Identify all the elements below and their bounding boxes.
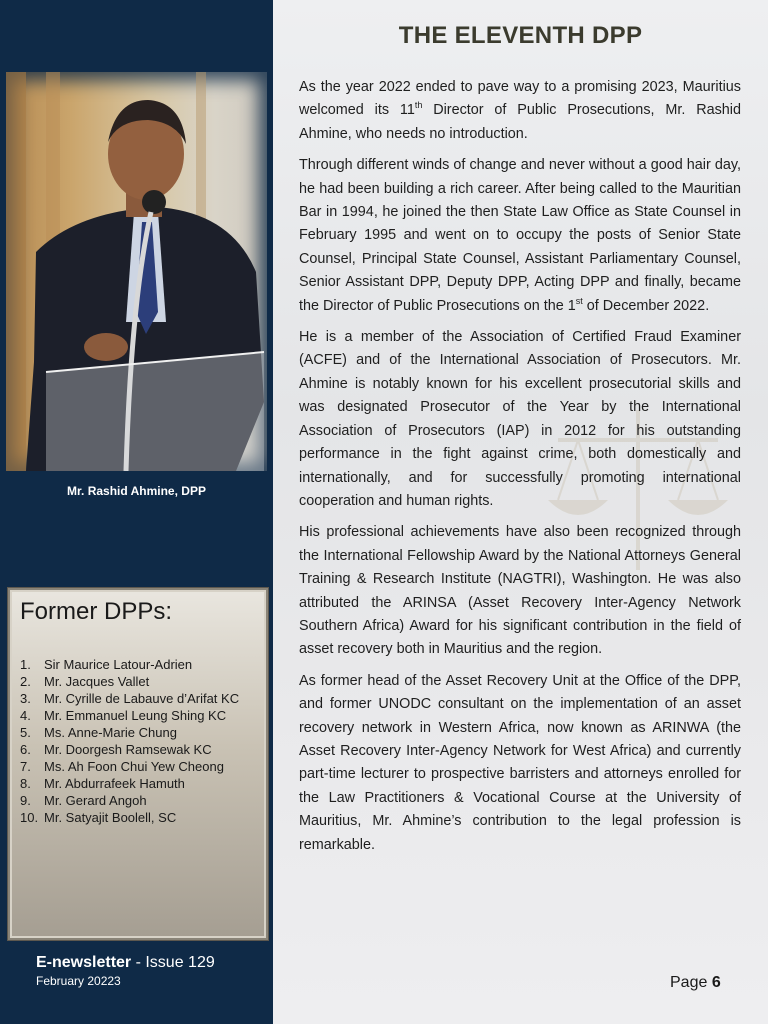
former-dpp-number: 6.: [20, 742, 31, 757]
former-dpp-name: Mr. Jacques Vallet: [44, 674, 150, 689]
former-dpp-item: [10, 792, 266, 809]
former-dpp-item: [10, 758, 266, 775]
former-dpp-item: [10, 775, 266, 792]
former-dpp-name: Mr. Emmanuel Leung Shing KC: [44, 708, 227, 723]
former-dpp-number: 10.: [20, 810, 39, 825]
former-dpp-name: Mr. Doorgesh Ramsewak KC: [44, 742, 212, 757]
issue-number: - Issue 129: [131, 954, 215, 971]
portrait-illustration: [6, 72, 267, 471]
article-body: [299, 76, 741, 865]
former-dpps-box: [8, 588, 268, 940]
issue-date: February 20223: [36, 974, 121, 988]
article-paragraph-1: As the year 2022 ended to pave way to a promising 2023, Mauritius welcomed its 11th Director of Public Prosecutions, Mr. Rashid Ahmine, who needs no introduction.: [299, 79, 741, 142]
article-paragraph-3: He is a member of the Association of Certified Fraud Examiner (ACFE) and of the International Association of Prosecutors. Mr. Ahmine is notably known for his excellent prosecutorial skills and was designated Prosecutor of the Year by the International Association of Prosecutors (IAP) in 2012 for his outstanding performance in the fight against crime, both domestically and internationally, and for successfully promoting international cooperation and human rights.: [299, 329, 741, 509]
former-dpps-list: [10, 656, 266, 826]
article-paragraph-4: His professional achievements have also been recognized through the International Fellowship Award by the National Attorneys General Training & Research Institute (NAGTRI), Washington. He was also attributed the ARINSA (Asset Recovery Inter-Agency Network Southern Africa) Award for his significant contribution in the field of asset recovery both in Mauritius and the region.: [299, 524, 741, 658]
newsletter-name: E-newsletter: [36, 954, 132, 971]
former-dpp-item: [10, 724, 266, 741]
former-dpp-number: 1.: [20, 657, 31, 672]
former-dpp-number: 5.: [20, 725, 31, 740]
page-number: Page 6: [670, 974, 721, 991]
article-paragraph-5: As former head of the Asset Recovery Unit at the Office of the DPP, and former UNODC consultant on the implementation of an asset recovery network in Western Africa, now known as ARINWA (the Asset Recovery Inter-Agency Network for West Africa) and currently part-time lecturer to prospective barristers and attorneys enrolled for the Law Practitioners & Vocational Course at the University of Mauritius, Mr. Ahmine’s contribution to the legal profession is remarkable.: [299, 672, 741, 853]
photo-caption: Mr. Rashid Ahmine, DPP: [67, 484, 206, 498]
former-dpp-item: [10, 707, 266, 724]
former-dpp-name: Ms. Ah Foon Chui Yew Cheong: [44, 759, 224, 774]
former-dpp-name: Ms. Anne-Marie Chung: [44, 725, 177, 740]
former-dpps-heading: Former DPPs:: [20, 598, 173, 625]
article-paragraph-2: Through different winds of change and never without a good hair day, he had been building a rich career. After being called to the Mauritian Bar in 1994, he joined the then State Law Office as State Counsel in February 1995 and went on to occupy the posts of Senior State Counsel, Principal State Counsel, Assistant Parliamentary Counsel, Senior Assistant DPP, Deputy DPP, Acting DPP and finally, became the Director of Public Prosecutions on the 1st of December 2022.: [299, 157, 741, 314]
sidebar: [0, 0, 273, 1024]
former-dpp-name: Sir Maurice Latour-Adrien: [44, 657, 193, 672]
article-title: THE ELEVENTH DPP: [398, 22, 643, 49]
former-dpp-number: 9.: [20, 793, 31, 808]
former-dpp-number: 4.: [20, 708, 31, 723]
former-dpp-name: Mr. Abdurrafeek Hamuth: [44, 776, 185, 791]
dpp-portrait-photo: [6, 72, 267, 471]
former-dpp-number: 7.: [20, 759, 31, 774]
former-dpp-item: [10, 809, 266, 826]
former-dpp-name: Mr. Gerard Angoh: [44, 793, 147, 808]
newsletter-label: [36, 954, 215, 972]
former-dpp-item: [10, 673, 266, 690]
former-dpp-number: 2.: [20, 674, 31, 689]
former-dpp-number: 3.: [20, 691, 31, 706]
former-dpp-item: [10, 741, 266, 758]
former-dpp-name: Mr. Satyajit Boolell, SC: [44, 810, 177, 825]
former-dpp-number: 8.: [20, 776, 31, 791]
former-dpp-name: Mr. Cyrille de Labauve d’Arifat KC: [44, 691, 240, 706]
former-dpp-item: [10, 690, 266, 707]
former-dpp-item: [10, 656, 266, 673]
